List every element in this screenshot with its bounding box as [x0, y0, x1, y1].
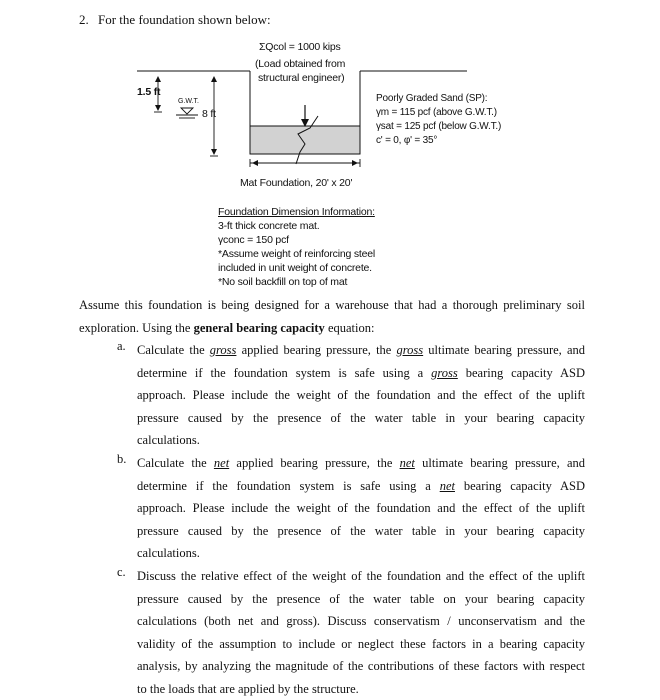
- soil-gamma-m: γm = 115 pcf (above G.W.T.): [376, 107, 497, 118]
- question-number: 2.: [79, 12, 89, 27]
- soil-gamma-sat: γsat = 125 pcf (below G.W.T.): [376, 121, 502, 132]
- intro-paragraph: [79, 294, 585, 339]
- info-line3: *Assume weight of reinforcing steel: [218, 248, 375, 260]
- question-prompt: For the foundation shown below:: [98, 12, 271, 27]
- mat-label: Mat Foundation, 20' x 20': [240, 177, 353, 189]
- part-b-line2: determine if the foundation system is safe using a net bearing capacity ASD: [137, 478, 586, 493]
- dim-8ft-label: 8 ft: [202, 108, 216, 120]
- load-note-line1: (Load obtained from: [255, 58, 346, 70]
- part-b-line4: pressure caused by the presence of the water table in your bearing capacity: [137, 523, 585, 538]
- part-a: [137, 339, 585, 452]
- part-c-marker: c.: [117, 565, 126, 579]
- water-table-icon: [181, 108, 193, 114]
- info-title: Foundation Dimension Information:: [218, 206, 375, 218]
- part-a-line4: pressure caused by the presence of the water table in your bearing capacity: [137, 410, 585, 425]
- part-a-line5: calculations.: [137, 433, 200, 447]
- part-a-line3: approach. Please include the weight of the foundation and the effect of the uplift: [137, 388, 585, 402]
- intro-line2: exploration. Using the general bearing capacity equation:: [79, 320, 375, 335]
- part-a-marker: a.: [117, 339, 126, 353]
- part-c: [137, 565, 585, 700]
- dim-1p5ft-label: 1.5 ft: [137, 86, 161, 98]
- intro-line1: Assume this foundation is being designed for a warehouse that had a thorough preliminary soil: [79, 298, 585, 312]
- info-line4: included in unit weight of concrete.: [218, 262, 372, 274]
- general-bearing-capacity-term: general bearing capacity: [193, 320, 325, 335]
- part-b-line1: Calculate the net applied bearing pressure, the net ultimate bearing pressure, and: [137, 456, 585, 470]
- part-b-line5: calculations.: [137, 546, 200, 560]
- info-line2: γconc = 150 pcf: [218, 234, 289, 246]
- part-b-marker: b.: [117, 452, 127, 466]
- part-b-line3: approach. Please include the weight of the foundation and the effect of the uplift: [137, 501, 585, 515]
- soil-strength: c' = 0, φ' = 35°: [376, 135, 438, 146]
- info-line1: 3-ft thick concrete mat.: [218, 220, 320, 232]
- part-c-line5: analysis, by analyzing the magnitude of the contributions of these factors with respect: [137, 659, 585, 673]
- part-c-line2: pressure caused by the presence of the water table on your bearing capacity: [137, 591, 585, 606]
- part-a-line1: Calculate the gross applied bearing pressure, the gross ultimate bearing pressure, and: [137, 343, 586, 357]
- part-a-line2: determine if the foundation system is safe using a gross bearing capacity ASD: [137, 365, 585, 380]
- gwt-label: G.W.T.: [178, 98, 199, 105]
- part-c-line6: to the loads that are applied by the structure.: [137, 681, 359, 696]
- soil-name: Poorly Graded Sand (SP):: [376, 93, 488, 104]
- load-note-line2: structural engineer): [258, 72, 345, 84]
- info-line5: *No soil backfill on top of mat: [218, 276, 348, 288]
- part-c-line4: validity of the assumption to include or neglect these factors in a bearing capacity: [137, 636, 585, 651]
- part-c-line1: Discuss the relative effect of the weight of the foundation and the effect of the uplift: [137, 569, 585, 583]
- load-label: ΣQcol = 1000 kips: [259, 41, 341, 53]
- part-b: [137, 452, 585, 565]
- part-c-line3: calculations (both net and gross). Discuss conservatism / unconservatism and the: [137, 614, 585, 628]
